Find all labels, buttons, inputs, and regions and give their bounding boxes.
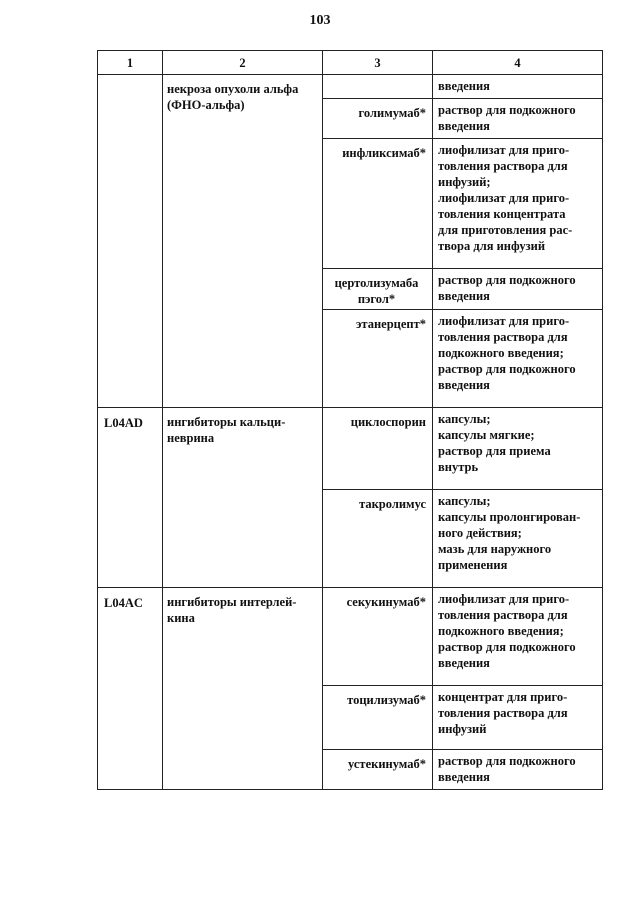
- drug-name: [323, 490, 433, 588]
- dosage-form-line: раствор для подкожного: [438, 273, 576, 287]
- dosage-form: [433, 750, 603, 790]
- drug-name: [323, 310, 433, 408]
- group-name-line: кина: [167, 611, 195, 625]
- dosage-form: [433, 139, 603, 269]
- group-name: [163, 408, 323, 588]
- dosage-form-line: твора для инфузий: [438, 239, 546, 253]
- dosage-form-line: лиофилизат для приго-: [438, 314, 570, 328]
- atc-code: [98, 75, 163, 408]
- atc-code: L04AD: [98, 408, 163, 588]
- dosage-form: [433, 408, 603, 490]
- dosage-form-line: товления раствора для: [438, 706, 568, 720]
- dosage-form-line: раствор для подкожного: [438, 362, 576, 376]
- dosage-form-line: концентрат для приго-: [438, 690, 568, 704]
- dosage-form-line: введения: [438, 770, 490, 784]
- dosage-form-line: подкожного введения;: [438, 346, 564, 360]
- drug-name: [323, 269, 433, 310]
- dosage-form-line: для приготовления рас-: [438, 223, 573, 237]
- dosage-form-line: инфузий;: [438, 175, 491, 189]
- dosage-form: [433, 686, 603, 750]
- dosage-form-line: товления раствора для: [438, 608, 568, 622]
- header-col-3: 3: [323, 51, 433, 75]
- dosage-form-line: раствор для подкожного: [438, 754, 576, 768]
- header-col-4: 4: [433, 51, 603, 75]
- dosage-form-line: введения: [438, 378, 490, 392]
- table-body: [98, 75, 603, 790]
- dosage-form-line: ного действия;: [438, 526, 522, 540]
- drug-name: [323, 408, 433, 490]
- dosage-form: [433, 269, 603, 310]
- drug-name-line: секукинумаб*: [346, 595, 426, 609]
- dosage-form: [433, 310, 603, 408]
- drug-name-line: такролимус: [359, 497, 426, 511]
- dosage-form-line: применения: [438, 558, 508, 572]
- drug-name: [323, 139, 433, 269]
- header-col-1: 1: [98, 51, 163, 75]
- drug-name-line: циклоспорин: [350, 415, 426, 429]
- dosage-form-line: товления раствора для: [438, 159, 568, 173]
- drug-name: [323, 686, 433, 750]
- dosage-form: [433, 99, 603, 139]
- drug-name-line: устекинумаб*: [348, 757, 426, 771]
- page-number: 103: [309, 13, 331, 28]
- dosage-form-line: лиофилизат для приго-: [438, 592, 570, 606]
- dosage-form-line: раствор для приема: [438, 444, 551, 458]
- drug-name: [323, 588, 433, 686]
- dosage-form-line: мазь для наружного: [438, 542, 552, 556]
- dosage-form-line: капсулы пролонгирован-: [438, 510, 581, 524]
- drug-name-line: цертолизумаба: [334, 276, 419, 290]
- group-name-line: неврина: [167, 431, 215, 445]
- drug-name: [323, 750, 433, 790]
- dosage-form-line: введения: [438, 289, 490, 303]
- drug-name-line: тоцилизумаб*: [347, 693, 426, 707]
- table-row: [98, 588, 603, 686]
- table-row: [98, 75, 603, 99]
- drug-name-line: пэгол*: [357, 292, 396, 306]
- drug-name-line: инфликсимаб*: [342, 146, 426, 160]
- group-name-line: ингибиторы интерлей-: [167, 595, 297, 609]
- group-name-line: (ФНО-альфа): [167, 98, 245, 112]
- drug-name: [323, 75, 433, 99]
- group-name-line: ингибиторы кальци-: [167, 415, 286, 429]
- dosage-form: [433, 75, 603, 99]
- dosage-form-line: раствор для подкожного: [438, 103, 576, 117]
- dosage-form-line: товления концентрата: [438, 207, 566, 221]
- header-col-2: 2: [163, 51, 323, 75]
- dosage-form-line: лиофилизат для приго-: [438, 191, 570, 205]
- dosage-form-line: товления раствора для: [438, 330, 568, 344]
- dosage-form-line: капсулы мягкие;: [438, 428, 535, 442]
- drug-name-line: этанерцепт*: [356, 317, 426, 331]
- dosage-form-line: внутрь: [438, 460, 479, 474]
- drug-name: [323, 99, 433, 139]
- atc-code: L04AC: [98, 588, 163, 790]
- dosage-form-line: введения: [438, 119, 490, 133]
- dosage-form-line: подкожного введения;: [438, 624, 564, 638]
- dosage-form-line: раствор для подкожного: [438, 640, 576, 654]
- dosage-form-line: капсулы;: [438, 494, 491, 508]
- dosage-form-line: инфузий: [438, 722, 487, 736]
- dosage-form: [433, 588, 603, 686]
- table-row: [98, 408, 603, 490]
- dosage-form: [433, 490, 603, 588]
- drug-table: [97, 50, 603, 790]
- dosage-form-line: лиофилизат для приго-: [438, 143, 570, 157]
- group-name: [163, 75, 323, 408]
- group-name: [163, 588, 323, 790]
- dosage-form-line: капсулы;: [438, 412, 491, 426]
- dosage-form-line: введения: [438, 79, 490, 93]
- dosage-form-line: введения: [438, 656, 490, 670]
- group-name-line: некроза опухоли альфа: [167, 82, 299, 96]
- drug-name-line: голимумаб*: [358, 106, 426, 120]
- header-row: [98, 51, 603, 75]
